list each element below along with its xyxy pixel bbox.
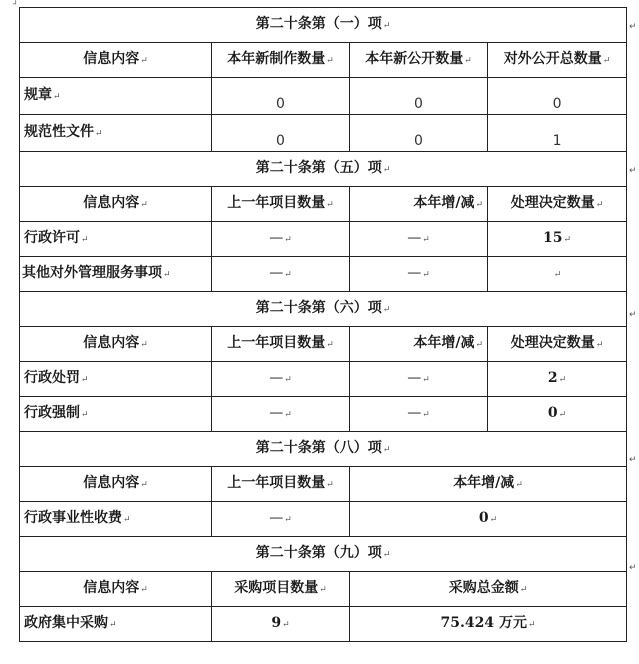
section-title: 第二十条第（五）项↵ xyxy=(20,152,627,187)
row-label: 其他对外管理服务事项↵ xyxy=(20,257,212,292)
value-cell: —↵ xyxy=(350,257,488,292)
value-cell: —↵ xyxy=(350,362,488,397)
header-cell: 处理决定数量↵ xyxy=(488,327,627,362)
header-cell: 对外公开总数量↵ xyxy=(488,43,627,78)
table-row xyxy=(20,115,627,152)
value-cell: —↵ xyxy=(350,222,488,257)
header-cell: 采购项目数量↵ xyxy=(212,572,350,607)
disclosure-table xyxy=(19,7,627,642)
value-cell: 1 xyxy=(488,115,627,152)
value-cell: 75.424 万元↵ xyxy=(350,607,627,642)
margin-return-mark: ↵ xyxy=(629,310,637,320)
table-row xyxy=(20,607,627,642)
row-label: 规章↵ xyxy=(20,78,212,115)
section-title: 第二十条第（一）项↵ xyxy=(20,8,627,43)
row-label: 行政许可↵ xyxy=(20,222,212,257)
margin-return-mark: ↵ xyxy=(629,563,637,573)
value-cell: 0↵ xyxy=(488,397,627,432)
header-cell: 信息内容↵ xyxy=(20,467,212,502)
section-title: 第二十条第（六）项↵ xyxy=(20,292,627,327)
value-cell: —↵ xyxy=(212,397,350,432)
section-title-row xyxy=(20,432,627,467)
value-cell: —↵ xyxy=(212,362,350,397)
value-cell: 9↵ xyxy=(212,607,350,642)
value-cell: 0 xyxy=(488,78,627,115)
header-cell: 上一年项目数量↵ xyxy=(212,327,350,362)
value-cell: 0 xyxy=(350,78,488,115)
document-page xyxy=(19,7,626,642)
header-row xyxy=(20,43,627,78)
header-cell: 信息内容↵ xyxy=(20,572,212,607)
row-label: 规范性文件↵ xyxy=(20,115,212,152)
header-cell: 信息内容↵ xyxy=(20,187,212,222)
section-title-row xyxy=(20,8,627,43)
value-cell: —↵ xyxy=(350,397,488,432)
header-cell: 上一年项目数量↵ xyxy=(212,187,350,222)
header-cell: 信息内容↵ xyxy=(20,43,212,78)
header-cell: 信息内容↵ xyxy=(20,327,212,362)
value-cell: 0 xyxy=(212,115,350,152)
table-row xyxy=(20,78,627,115)
table-row xyxy=(20,222,627,257)
header-row xyxy=(20,467,627,502)
value-cell: 0↵ xyxy=(350,502,627,537)
header-row xyxy=(20,572,627,607)
table-row xyxy=(20,502,627,537)
margin-return-mark: ↵ xyxy=(629,166,637,176)
header-cell: 本年新制作数量↵ xyxy=(212,43,350,78)
table-row xyxy=(20,362,627,397)
header-cell: 本年增/减↵ xyxy=(350,187,488,222)
corner-crop-mark: ┘ xyxy=(13,0,19,10)
section-title-row xyxy=(20,292,627,327)
table-row xyxy=(20,257,627,292)
value-cell: 0 xyxy=(212,78,350,115)
margin-return-mark: ↵ xyxy=(629,22,637,32)
row-label: 政府集中采购↵ xyxy=(20,607,212,642)
value-cell: —↵ xyxy=(212,222,350,257)
value-cell: 15↵ xyxy=(488,222,627,257)
header-cell: 上一年项目数量↵ xyxy=(212,467,350,502)
section-title: 第二十条第（八）项↵ xyxy=(20,432,627,467)
header-cell: 本年增/减↵ xyxy=(350,327,488,362)
value-cell: 2↵ xyxy=(488,362,627,397)
header-row xyxy=(20,187,627,222)
value-cell: ↵ xyxy=(488,257,627,292)
row-label: 行政事业性收费↵ xyxy=(20,502,212,537)
header-row xyxy=(20,327,627,362)
section-title-row xyxy=(20,152,627,187)
header-cell: 本年增/减↵ xyxy=(350,467,627,502)
header-cell: 本年新公开数量↵ xyxy=(350,43,488,78)
value-cell: —↵ xyxy=(212,257,350,292)
value-cell: —↵ xyxy=(212,502,350,537)
row-label: 行政处罚↵ xyxy=(20,362,212,397)
table-row xyxy=(20,397,627,432)
header-cell: 采购总金额↵ xyxy=(350,572,627,607)
value-cell: 0 xyxy=(350,115,488,152)
header-cell: 处理决定数量↵ xyxy=(488,187,627,222)
margin-return-mark: ↵ xyxy=(629,455,637,465)
row-label: 行政强制↵ xyxy=(20,397,212,432)
section-title: 第二十条第（九）项↵ xyxy=(20,537,627,572)
section-title-row xyxy=(20,537,627,572)
